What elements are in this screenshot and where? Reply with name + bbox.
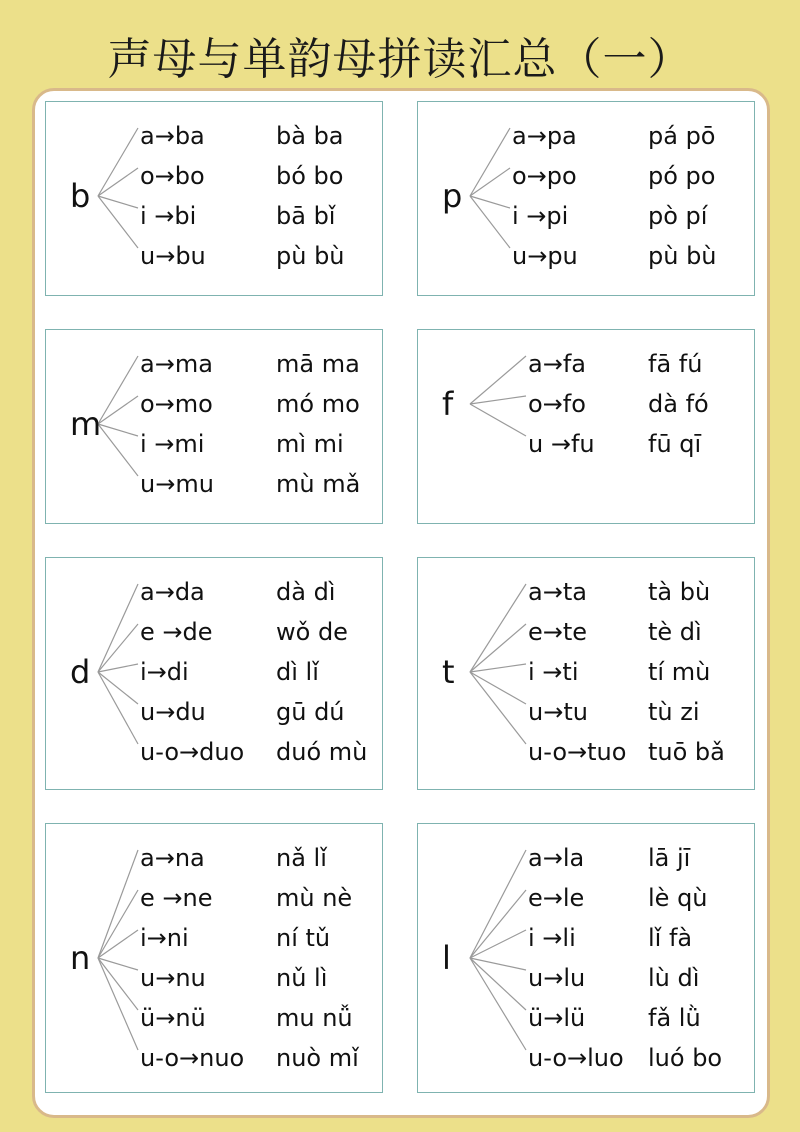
spelling-formula: u→tu [528,698,588,726]
spelling-row [418,652,756,692]
spelling-formula: a→fa [528,350,586,378]
example-word: nuò mǐ [276,1044,359,1072]
spelling-row [46,196,384,236]
spelling-row [46,612,384,652]
spelling-formula: i→ni [140,924,189,952]
spelling-formula: ü→nü [140,1004,206,1032]
card-l [417,823,755,1093]
spelling-row [418,878,756,918]
example-word: dà fó [648,390,709,418]
spelling-formula: o→fo [528,390,586,418]
example-word: mā ma [276,350,360,378]
card-m [45,329,383,524]
example-word: tè dì [648,618,702,646]
example-word: fū qī [648,430,702,458]
initial-letter: n [70,939,91,977]
example-word: tù zi [648,698,700,726]
spelling-row [418,384,756,424]
example-word: pá pō [648,122,716,150]
example-word: lù dì [648,964,700,992]
spelling-row [46,692,384,732]
spelling-row [418,958,756,998]
spelling-row [418,612,756,652]
initial-letter: f [442,385,454,423]
example-word: mì mi [276,430,344,458]
example-word: bā bǐ [276,202,336,230]
initial-letter: d [70,653,91,691]
spelling-formula: i →mi [140,430,205,458]
example-word: luó bo [648,1044,723,1072]
example-word: nǎ lǐ [276,844,327,872]
spelling-row [46,572,384,612]
spelling-formula: o→mo [140,390,213,418]
spelling-row [46,998,384,1038]
card-b [45,101,383,296]
spelling-formula: o→bo [140,162,205,190]
spelling-row [418,1038,756,1078]
spelling-formula: u-o→duo [140,738,245,766]
spelling-formula: i →ti [528,658,579,686]
card-f [417,329,755,524]
spelling-row [418,116,756,156]
spelling-formula: a→da [140,578,205,606]
spelling-formula: u-o→nuo [140,1044,245,1072]
initial-letter: b [70,177,91,215]
example-word: duó mù [276,738,368,766]
card-d [45,557,383,790]
spelling-formula: u→du [140,698,206,726]
spelling-row [46,732,384,772]
example-word: fā fú [648,350,703,378]
spelling-formula: u-o→tuo [528,738,627,766]
spelling-formula: e→te [528,618,588,646]
spelling-row [418,344,756,384]
spelling-formula: e →ne [140,884,213,912]
spelling-row [46,838,384,878]
example-word: tuō bǎ [648,738,725,766]
spelling-row [46,464,384,504]
example-word: mù mǎ [276,470,361,498]
example-word: lǐ fà [648,924,693,952]
spelling-row [418,692,756,732]
example-word: lā jī [648,844,691,872]
example-word: gū dú [276,698,345,726]
spelling-row [418,732,756,772]
example-word: ní tǔ [276,924,331,952]
example-word: dà dì [276,578,336,606]
spelling-formula: e →de [140,618,213,646]
initial-letter: m [70,405,102,443]
spelling-formula: u→bu [140,242,206,270]
example-word: fǎ lǜ [648,1004,701,1032]
example-word: nǔ lì [276,964,328,992]
example-word: dì lǐ [276,658,319,686]
spelling-formula: i →li [528,924,576,952]
example-word: pù bù [648,242,717,270]
spelling-formula: a→ma [140,350,213,378]
spelling-row [46,878,384,918]
spelling-row [418,998,756,1038]
spelling-row [46,384,384,424]
spelling-row [46,116,384,156]
spelling-formula: i →bi [140,202,197,230]
spelling-formula: ü→lü [528,1004,586,1032]
example-word: tí mù [648,658,711,686]
spelling-row [46,156,384,196]
spelling-formula: a→na [140,844,205,872]
spelling-row [418,196,756,236]
card-p [417,101,755,296]
spelling-row [418,918,756,958]
spelling-formula: u-o→luo [528,1044,624,1072]
initial-letter: p [442,177,463,215]
spelling-row [418,236,756,276]
spelling-row [418,838,756,878]
example-word: wǒ de [276,618,348,646]
example-word: bó bo [276,162,344,190]
example-word: lè qù [648,884,708,912]
example-word: mó mo [276,390,360,418]
initial-letter: t [442,653,455,691]
example-word: bà ba [276,122,344,150]
spelling-formula: e→le [528,884,585,912]
spelling-row [46,344,384,384]
spelling-formula: i→di [140,658,189,686]
example-word: pù bù [276,242,345,270]
spelling-formula: o→po [512,162,577,190]
spelling-formula: u→pu [512,242,578,270]
example-word: mù nè [276,884,353,912]
spelling-row [418,156,756,196]
spelling-row [46,424,384,464]
example-word: tà bù [648,578,711,606]
spelling-formula: a→ba [140,122,205,150]
spelling-row [418,572,756,612]
spelling-formula: a→pa [512,122,577,150]
example-word: mu nǚ [276,1004,353,1032]
spelling-formula: u→mu [140,470,214,498]
spelling-formula: i →pi [512,202,569,230]
spelling-formula: a→ta [528,578,587,606]
page-title: 声母与单韵母拼读汇总（一） [107,34,693,85]
spelling-row [46,958,384,998]
spelling-formula: u→lu [528,964,586,992]
spelling-row [46,1038,384,1078]
spelling-row [46,918,384,958]
spelling-formula: u→nu [140,964,206,992]
card-t [417,557,755,790]
spelling-row [46,652,384,692]
spelling-row [46,236,384,276]
card-n [45,823,383,1093]
example-word: pó po [648,162,716,190]
initial-letter: l [442,939,451,977]
example-word: pò pí [648,202,708,230]
spelling-formula: u →fu [528,430,595,458]
spelling-formula: a→la [528,844,585,872]
spelling-row [418,424,756,464]
